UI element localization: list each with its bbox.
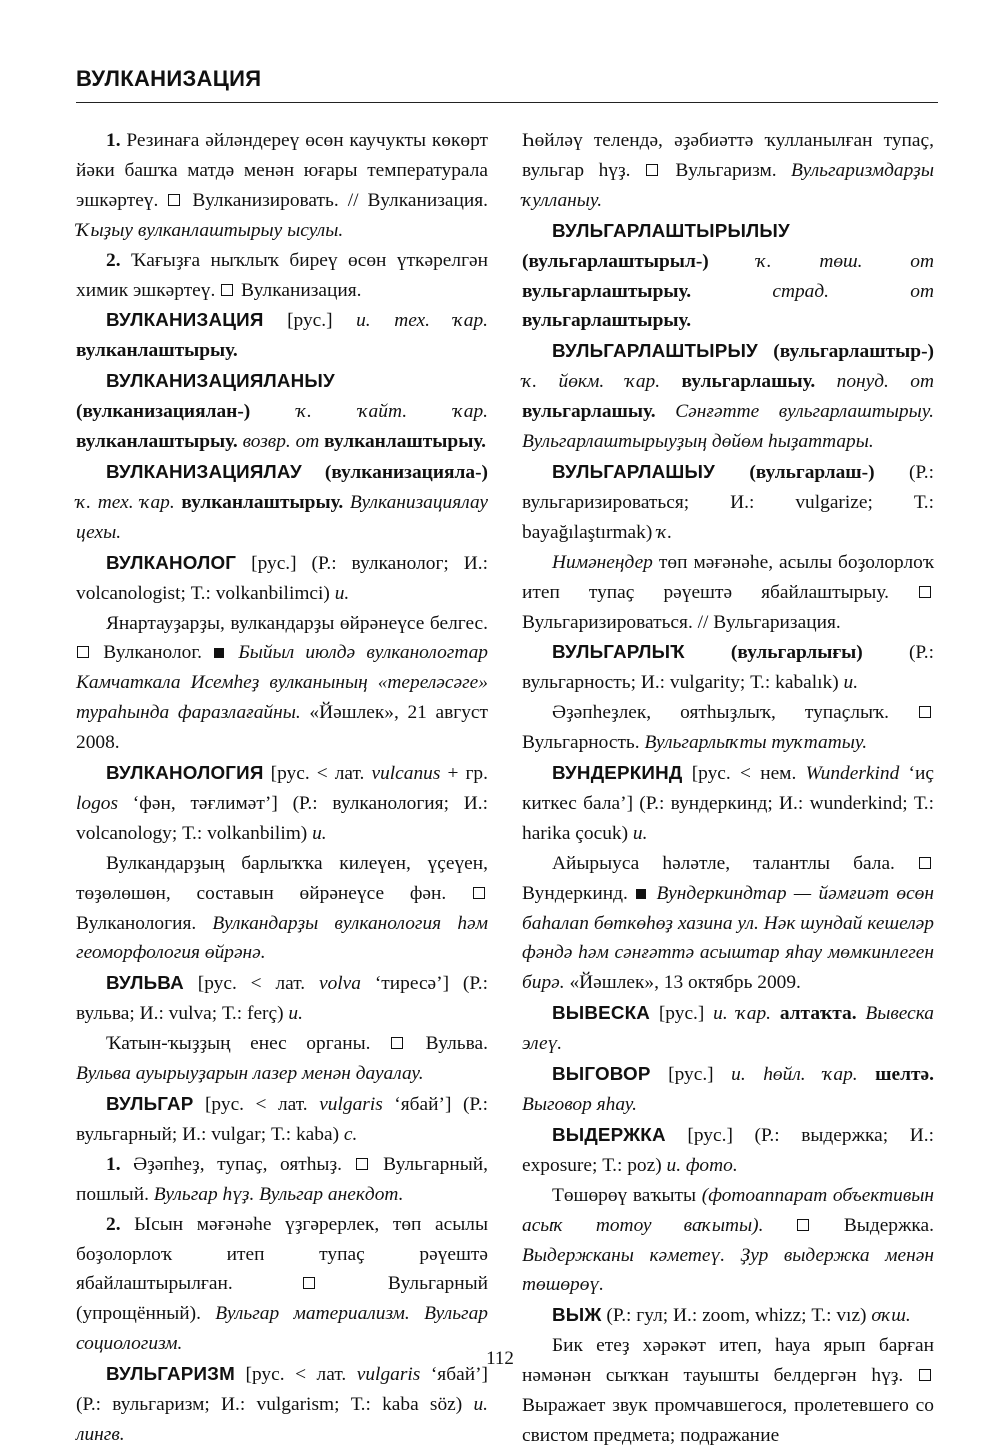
italic-text: и. фото. — [666, 1154, 738, 1176]
dictionary-entry — [76, 457, 488, 548]
open-square-icon — [646, 164, 658, 176]
running-head: ВУЛКАНИЗАЦИЯ — [76, 66, 262, 91]
italic-text: Выговор яһау. — [522, 1094, 638, 1115]
headword: ВУЛЬГАР — [106, 1093, 194, 1114]
dictionary-entry — [522, 758, 934, 849]
italic-text: logos — [76, 792, 119, 814]
bold-text: вулканлаштырыу. — [76, 431, 243, 453]
entry-text — [715, 462, 749, 483]
entry-text: Һөйләү телендә, әҙәбиәттә ҡулланылған тупаҫ, вульгар һүҙ. — [522, 130, 934, 181]
entry-text: Вульгарный (упрощённый). — [76, 1273, 488, 1325]
dictionary-entry — [76, 968, 488, 1029]
italic-text: возвр. от — [242, 431, 325, 453]
italic-text: Нимәнеңдер — [552, 551, 653, 573]
italic-text: Вундеркиндтар — йәмғиәт өсөн баһалап бөткөһөҙ хазина ул. Нәк шундай кешеләр фәндә һәм сәнғәттә асыштар яһау мөмкинлеген бирә. — [522, 882, 935, 994]
italic-text: и. һөйл. ҡар. — [731, 1064, 876, 1086]
dictionary-entry — [522, 126, 934, 216]
entry-text: Төшөрөү ваҡыты — [552, 1184, 702, 1206]
bold-text: 1. — [106, 1153, 134, 1175]
entry-text: Ҡатын-ҡыҙҙың енес органы. — [106, 1033, 391, 1055]
left-column — [76, 126, 488, 1450]
headword: ВУЛКАНИЗАЦИЯ — [106, 309, 264, 331]
entry-text: Выдержка. — [811, 1214, 934, 1236]
italic-text: vulgaris — [319, 1094, 383, 1115]
headword: ВУЛЬВА — [106, 972, 184, 994]
bold-text: вульгарлаштырыу. — [522, 310, 692, 332]
bold-text: вулканлаштырыу. — [76, 340, 238, 362]
open-square-icon — [77, 646, 89, 658]
italic-text: и. — [334, 582, 350, 604]
bold-text: вульгарлашыу. — [681, 371, 837, 393]
bold-text: (вульгарлаш-) — [749, 461, 875, 483]
italic-text: Wunderkind — [805, 763, 900, 785]
headword: ВУЛЬГАРЛАШЫУ — [552, 460, 715, 482]
entry-text: Вульгарный, пошлый. — [76, 1153, 488, 1205]
bold-text: (вульгарлығы) — [730, 642, 863, 664]
entry-text: Әҙәпһеҙ, тупаҫ, оятһыҙ. — [133, 1153, 355, 1175]
dictionary-entry — [522, 216, 934, 337]
dictionary-entry — [76, 758, 488, 849]
bold-text: вульгарлаштырыу. — [522, 280, 773, 302]
entry-text: (Р.: гул; И.: zoom, whizz; Т.: vız) — [601, 1305, 872, 1327]
italic-text: Сәнғәтте вульгарлаштырыу. Вульгарлаштырыуҙың дөйөм һыҙаттары. — [522, 401, 934, 453]
entry-text: Вульгаризм. — [660, 159, 792, 181]
open-square-icon — [303, 1277, 315, 1289]
bold-text: (вулканизациялан-) — [76, 401, 251, 423]
entry-text: Вулкандарҙың барлыҡҡа килеүен, үҫеүен, төҙөлөшөн, составын өйрәнеүсе фән. — [76, 852, 488, 904]
entry-text: [рус.] (Р.: выдержка; И.: exposure; Т.: poz) — [522, 1124, 934, 1176]
entry-text: Вундеркинд. — [522, 882, 636, 904]
italic-text: и. — [632, 822, 648, 844]
right-column — [522, 126, 934, 1451]
open-square-icon — [221, 284, 233, 296]
dictionary-entry — [76, 548, 488, 609]
headword: ВУЛЬГАРИЗМ — [106, 1363, 235, 1385]
bold-text: 2. — [106, 249, 132, 271]
dictionary-entry — [522, 849, 934, 999]
open-square-icon — [391, 1037, 403, 1049]
entry-text: [рус. < лат. — [183, 973, 319, 995]
entry-text: [рус. < лат. — [234, 1364, 357, 1386]
headword: ВУЛЬГАРЛАШТЫРЫУ — [552, 340, 758, 362]
dictionary-entry — [76, 1210, 488, 1360]
dictionary-entry — [522, 457, 934, 548]
entry-text: Вулканолог. — [92, 642, 214, 664]
italic-text: vulcanus — [371, 763, 441, 785]
entry-text: [рус. < нем. — [682, 763, 806, 785]
dictionary-entry — [76, 1089, 488, 1150]
entry-text: Ысын мәғәнәһе үҙгәрерлек, төп асылы боҙолорлоҡ итеп тупаҫ рәүештә ябайлаштырылған. — [76, 1213, 489, 1295]
italic-text: с. — [343, 1123, 358, 1145]
headword: ВУЛКАНОЛОГИЯ — [106, 762, 264, 784]
italic-text: Ҡыҙыу вулканлаштырыу ысулы. — [76, 219, 344, 241]
dictionary-entry — [76, 849, 488, 969]
headword: ВУНДЕРКИНД — [552, 762, 683, 784]
italic-text: страд. от — [772, 280, 934, 302]
italic-text: ҡ. йөкм. ҡар. — [522, 371, 682, 393]
italic-text: и. — [312, 822, 327, 844]
open-square-icon — [919, 706, 931, 718]
headword: ВУЛЬГАРЛАШТЫРЫЛЫУ — [552, 219, 790, 241]
italic-text: оҡш. — [871, 1305, 911, 1327]
dictionary-entry — [522, 336, 934, 457]
entry-text: ‘иҫ киткес бала’] (Р.: вундеркинд; И.: wunderkind; Т.: harika çocuk) — [522, 763, 934, 844]
entry-text — [649, 883, 656, 904]
entry-text: Вульгарность. — [522, 732, 645, 754]
entry-text: «Йәшлек», 13 октябрь 2009. — [564, 972, 801, 994]
entry-text: [рус.] — [650, 1064, 732, 1086]
entry-text: [рус.] (Р.: вулканолог; И.: volcanologist; Т.: volkanbilimci) — [76, 552, 488, 604]
italic-text: ҡ. төш. от — [756, 250, 934, 272]
italic-text: и. — [843, 672, 859, 694]
italic-text: и. тех. ҡар. — [356, 310, 488, 332]
header-rule — [76, 102, 938, 103]
entry-text: (Р.: вульгарность; И.: vulgarity; Т.: kabalık) — [522, 642, 934, 694]
italic-text: Вульгарлыҡты туҡтатыу. — [644, 732, 868, 754]
open-square-icon — [473, 887, 485, 899]
dictionary-entry — [522, 1120, 934, 1181]
dictionary-entry — [76, 126, 488, 246]
dictionary-entry — [76, 246, 488, 306]
entry-text: Ҡағыҙға ныҡлыҡ биреү өсөн үткәрелгән химик эшкәртеү. — [76, 249, 489, 301]
entry-text — [302, 462, 325, 483]
headword: ВУЛКАНОЛОГ — [106, 551, 237, 573]
entry-text: ‘ябай’] (Р.: вульгаризм; И.: vulgarism; Т.: kaba söz) — [76, 1364, 488, 1416]
italic-text: ҡ. тех. ҡар. — [76, 491, 182, 513]
entry-text — [250, 401, 297, 422]
entry-text: Бик етеҙ хәрәкәт итеп, һауа ярып барған нәмәнән сыҡҡан тауышты белдергән һүҙ. — [522, 1335, 934, 1387]
bold-text: вулканлаштырыу. — [181, 491, 350, 513]
dictionary-entry — [522, 698, 934, 758]
headword: ВУЛКАНИЗАЦИЯЛАУ — [106, 460, 302, 482]
italic-text: Быйыл июлдә вулканологтар Камчаткала Исемһеҙ вулканының «тереләсәге» тураһында фаразлағайны. — [76, 642, 488, 724]
dictionary-entry — [76, 609, 488, 759]
entry-text: төп мәғәнәһе, асылы боҙолорлоҡ итеп тупаҫ рәүештә ябайлаштырыу. — [522, 551, 934, 603]
entry-text: Янартауҙарҙы, вулкандарҙы өйрәнеүсе белгес. — [106, 612, 488, 634]
headword: ВУЛКАНИЗАЦИЯЛАНЫУ — [106, 370, 335, 392]
italic-text: Вульгаризмдарҙы ҡулланыу. — [522, 159, 934, 211]
entry-text: + гр. — [440, 763, 488, 785]
italic-text: Вулкандарҙы вулканология һәм геоморфология өйрәнә. — [76, 912, 488, 964]
bold-text: вулканлаштырыу. — [324, 431, 486, 453]
entry-text: [рус.] — [650, 1003, 714, 1025]
dictionary-entry — [522, 637, 934, 698]
italic-text: Выдержканы кәметеү. Ҙур выдержка менән төшөрөү. — [522, 1244, 934, 1296]
italic-text: ҡ. ҡайт. ҡар. — [296, 401, 488, 423]
italic-text: Вульгар материализм. Вульгар социологизм. — [76, 1303, 488, 1355]
italic-text: понуд. от — [836, 371, 934, 393]
dictionary-entry — [76, 1029, 488, 1089]
entry-text — [685, 642, 731, 663]
entry-text: Вульгаризироваться. // Вульгаризация. — [522, 611, 841, 633]
entry-text: «Йәшлек», 21 август 2008. — [76, 702, 488, 754]
headword: ВЫЖ — [552, 1304, 602, 1326]
entry-text: [рус.] — [263, 310, 357, 332]
bold-text: (вульгарлаштыр-) — [773, 341, 934, 363]
headword: ВЫДЕРЖКА — [552, 1123, 666, 1145]
entry-text: Резинаға әйләндереү өсөн каучукты көкөрт йәки башҡа матдә менән юғары температурала эшкәртеү. — [76, 130, 488, 211]
filled-square-icon — [636, 889, 646, 899]
entry-text: Выражает звук промчавшегося, пролетевшего со свистом предмета; подражание — [522, 1395, 934, 1446]
entry-text: (Р.: вульгаризироваться; И.: vulgarize; Т.: bayağılaştırmak) — [522, 461, 934, 543]
open-square-icon — [356, 1158, 368, 1170]
entry-text — [709, 251, 757, 272]
bold-text: (вулканизацияла-) — [324, 461, 488, 483]
bold-text: вульгарлашыу. — [522, 401, 676, 423]
dictionary-entry — [522, 1181, 934, 1301]
entry-text: Вульва. — [406, 1033, 488, 1055]
italic-text: Вульгар һүҙ. Вульгар анекдот. — [153, 1183, 404, 1205]
entry-text: Вулканизация. — [236, 279, 362, 301]
entry-text: [рус. < лат. — [263, 763, 372, 785]
dictionary-entry — [76, 366, 488, 457]
headword: ВУЛЬГАРЛЫҠ — [552, 641, 685, 663]
italic-text: volva — [318, 973, 361, 995]
entry-text — [763, 1215, 795, 1236]
open-square-icon — [919, 857, 931, 869]
dictionary-entry — [522, 548, 934, 638]
headword: ВЫВЕСКА — [552, 1002, 651, 1024]
open-square-icon — [919, 586, 931, 598]
italic-text: vulgaris — [356, 1364, 421, 1386]
open-square-icon — [797, 1219, 809, 1231]
entry-text — [758, 341, 773, 362]
dictionary-entry — [522, 998, 934, 1059]
italic-text: и. — [288, 1003, 303, 1025]
entry-text: Әҙәпһеҙлек, оятһыҙлыҡ, тупаҫлыҡ. — [552, 702, 918, 724]
page-number: 112 — [486, 1348, 514, 1369]
filled-square-icon — [214, 648, 224, 658]
entry-text: Вулканология. — [76, 912, 213, 934]
dictionary-entry — [522, 1059, 934, 1120]
entry-text: Вулканизировать. // Вулканизация. — [183, 189, 488, 211]
bold-text: (вульгарлаштырыл-) — [522, 250, 709, 272]
dictionary-entry — [522, 1300, 934, 1331]
entry-text: Айырыуса һәләтле, талантлы бала. — [552, 852, 918, 874]
entry-text: [рус. < лат. — [193, 1094, 320, 1115]
bold-text: 1. — [106, 130, 127, 151]
open-square-icon — [168, 194, 180, 206]
dictionary-entry — [76, 1150, 488, 1210]
headword: ВЫГОВОР — [552, 1063, 651, 1085]
bold-text: 2. — [106, 1213, 135, 1235]
italic-text: и. лингв. — [76, 1394, 488, 1445]
entry-text: ‘ябай’] (Р.: вульгарный; И.: vulgar; Т.: kaba) — [76, 1094, 488, 1145]
italic-text: (фотоаппарат объективын асыҡ тотоу ваҡыты). — [522, 1184, 934, 1236]
entry-text — [227, 642, 238, 663]
open-square-icon — [919, 1369, 931, 1381]
italic-text: Вулканизациялау цехы. — [76, 491, 488, 543]
italic-text: и. ҡар. — [713, 1003, 780, 1025]
dictionary-entry — [76, 1359, 488, 1450]
italic-text: Вывеска элеү. — [522, 1003, 934, 1055]
italic-text: Вульва ауырыуҙарын лазер менән дауалау. — [76, 1063, 424, 1085]
entry-text: ‘тиресә’] (Р.: вульва; И.: vulva; Т.: ferç) — [76, 973, 488, 1025]
bold-text: шелтә. — [875, 1064, 934, 1086]
italic-text: ҡ. — [657, 521, 673, 543]
dictionary-entry — [76, 305, 488, 366]
bold-text: алтаҡта. — [779, 1003, 866, 1025]
entry-text: ‘фән, тәғлимәт’] (Р.: вулканология; И.: volcanology; Т.: volkanbilim) — [76, 792, 488, 844]
